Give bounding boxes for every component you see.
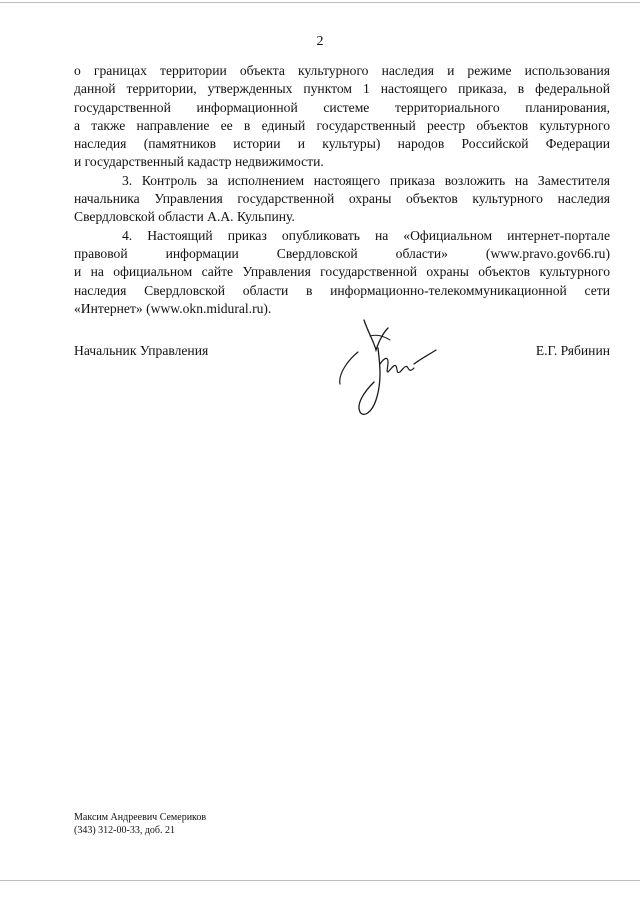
- text-line: наследия (памятников истории и культуры) народов Российской Федерации: [74, 136, 610, 152]
- text-line: о границах территории объекта культурного наследия и режиме использования: [74, 63, 610, 78]
- executor-info: [74, 812, 206, 837]
- bottom-border-line: [0, 880, 640, 881]
- text-line: Свердловской области А.А. Кульпину.: [74, 209, 295, 225]
- text-line: и на официальном сайте Управления государственной охраны объектов культурного: [74, 264, 610, 280]
- document-body: [74, 62, 610, 318]
- text-line: «Интернет» (www.okn.midural.ru).: [74, 300, 272, 316]
- handwritten-signature: [330, 312, 440, 424]
- paragraph-continuation: [74, 62, 610, 172]
- text-line: 3. Контроль за исполнением настоящего приказа возложить на Заместителя: [122, 172, 610, 188]
- text-line: наследия Свердловской области в информационно-телекоммуникационной сети: [74, 282, 610, 298]
- text-line: начальника Управления государственной охраны объектов культурного наследия: [74, 191, 610, 207]
- text-line: данной территории, утвержденных пунктом 1 настоящего приказа, в федеральной: [74, 81, 610, 97]
- top-border-line: [0, 2, 640, 3]
- text-line: государственной информационной системе территориального планирования,: [74, 99, 610, 115]
- text-line: 4. Настоящий приказ опубликовать на «Официальном интернет-портале: [122, 227, 610, 243]
- executor-phone: (343) 312-00-33, доб. 21: [74, 824, 175, 836]
- paragraph-item-3: [74, 172, 610, 227]
- text-line: и государственный кадастр недвижимости.: [74, 154, 324, 170]
- signatory-title: Начальник Управления: [74, 343, 209, 358]
- text-line: правовой информации Свердловской области» (www.pravo.gov66.ru): [74, 245, 610, 261]
- executor-name: Максим Андреевич Семериков: [74, 812, 207, 823]
- paragraph-item-4: [74, 227, 610, 318]
- page-number: 2: [316, 34, 324, 49]
- text-line: а также направление ее в единый государственный реестр объектов культурного: [74, 117, 610, 133]
- signatory-name: Е.Г. Рябинин: [535, 343, 610, 358]
